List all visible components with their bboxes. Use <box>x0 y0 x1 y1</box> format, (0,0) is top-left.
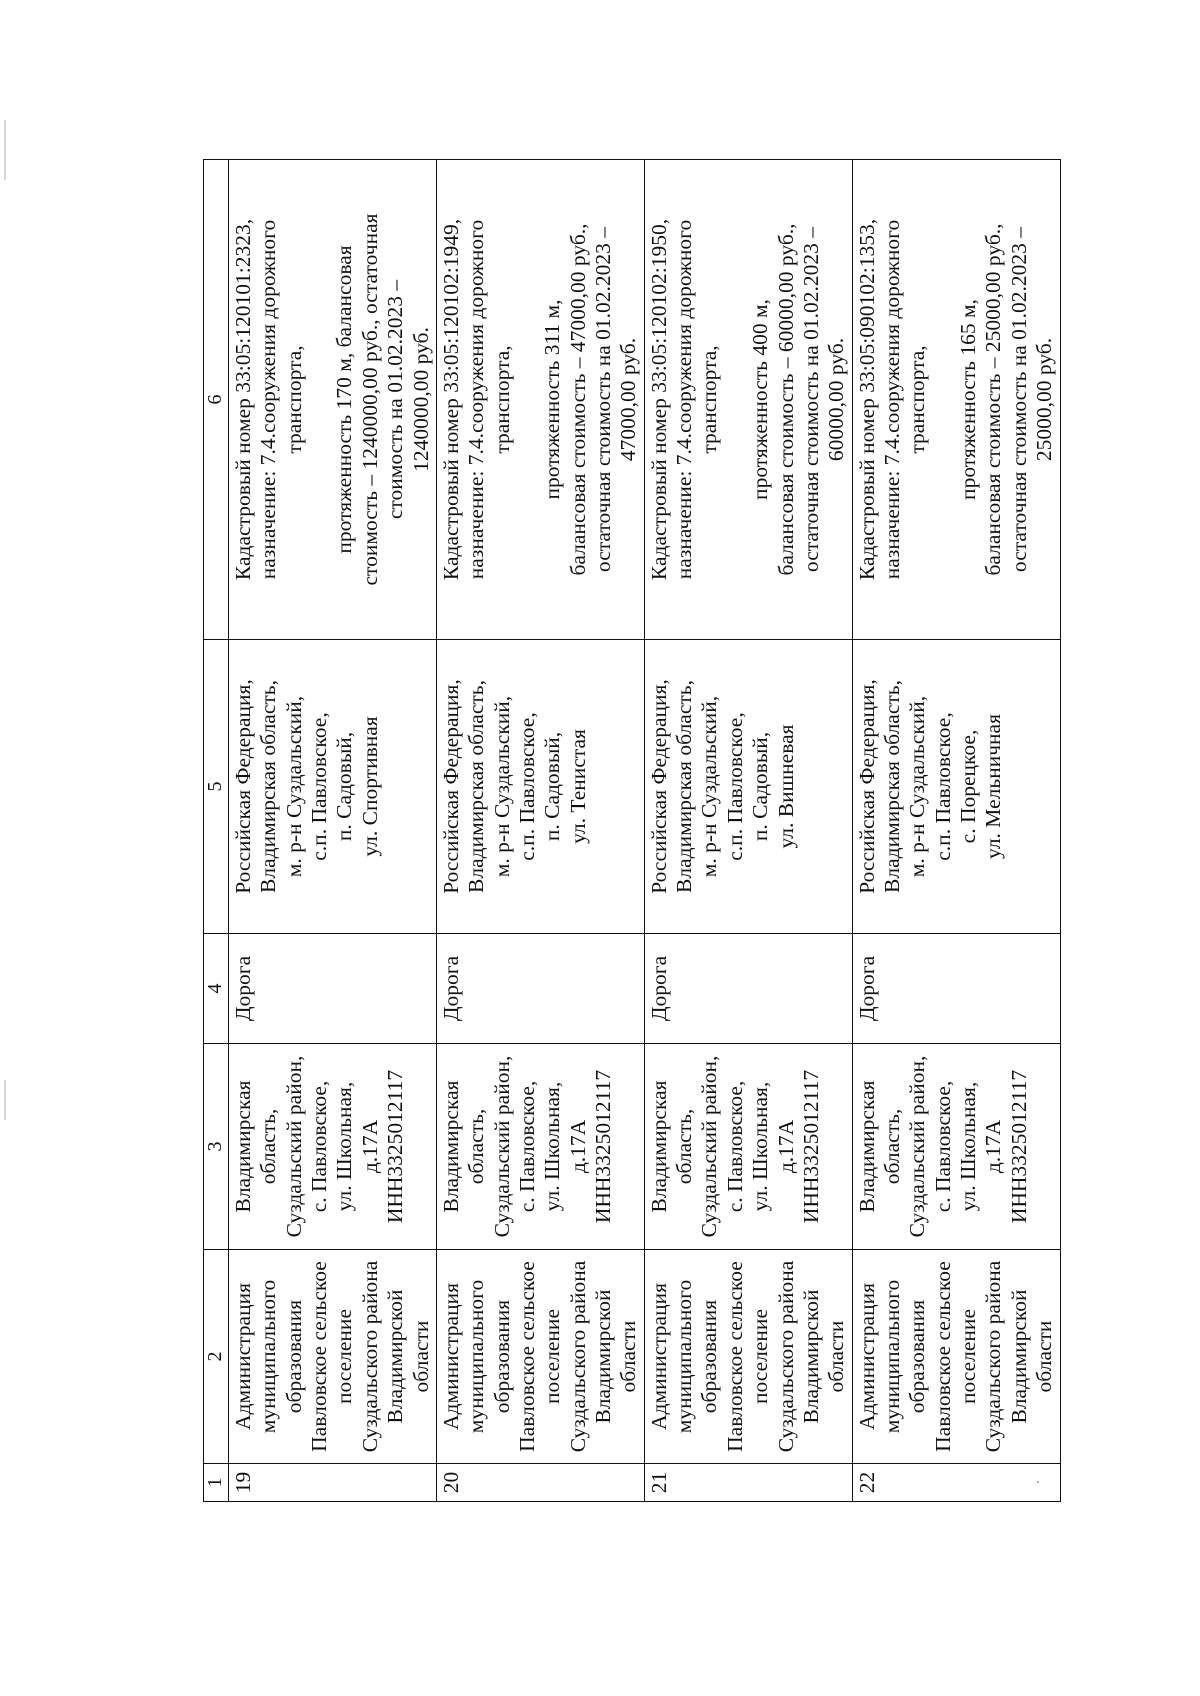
owner-address: Владимирская область, Суздальский район, с. Павловское, ул. Школьная, д.17А ИНН3325012117 <box>436 1044 644 1250</box>
column-header: 1 <box>204 1464 229 1502</box>
row-number: 20 <box>436 1464 644 1502</box>
object-location: Российская Федерация, Владимирская область, м. р-н Суздальский, с.п. Павловское, с. Порецкое, ул. Мельничная <box>852 640 1060 934</box>
owner-name: Администрация муниципального образования Павловское сельское поселение Суздальского района Владимирской области <box>852 1250 1060 1464</box>
object-location: Российская Федерация, Владимирская область, м. р-н Суздальский, с.п. Павловское, п. Садовый, ул. Вишневая <box>644 640 852 934</box>
column-header: 2 <box>204 1250 229 1464</box>
object-type: Дорога <box>229 934 437 1044</box>
object-type: Дорога <box>436 934 644 1044</box>
scan-edge-mark <box>4 1080 6 1120</box>
property-register-table <box>203 159 1061 1502</box>
object-details: Кадастровый номер 33:05:120101:2323, назначение: 7.4.сооружения дорожного транспорта, протяженность 170 м, балансовая стоимость – 1240000,00 руб., остаточная стоимость на 01.02.2023 – 1240000,00 руб. <box>229 160 437 640</box>
row-number: 22 <box>852 1464 1060 1502</box>
row-number: 21 <box>644 1464 852 1502</box>
owner-name: Администрация муниципального образования Павловское сельское поселение Суздальского района Владимирской области <box>229 1250 437 1464</box>
owner-address: Владимирская область, Суздальский район, с. Павловское, ул. Школьная, д.17А ИНН3325012117 <box>229 1044 437 1250</box>
table-row <box>852 160 1060 1502</box>
object-details: Кадастровый номер 33:05:120102:1949, назначение: 7.4.сооружения дорожного транспорта, протяженность 311 м, балансовая стоимость – 47000,00 руб., остаточная стоимость на 01.02.2023 – 47000,00 руб. <box>436 160 644 640</box>
owner-name: Администрация муниципального образования Павловское сельское поселение Суздальского района Владимирской области <box>436 1250 644 1464</box>
owner-address: Владимирская область, Суздальский район, с. Павловское, ул. Школьная, д.17А ИНН3325012117 <box>852 1044 1060 1250</box>
object-type: Дорога <box>644 934 852 1044</box>
table-row <box>229 160 437 1502</box>
table-row <box>644 160 852 1502</box>
object-details: Кадастровый номер 33:05:090102:1353, назначение: 7.4.сооружения дорожного транспорта, протяженность 165 м, балансовая стоимость – 25000,00 руб., остаточная стоимость на 01.02.2023 – 25000,00 руб. <box>852 160 1060 640</box>
owner-name: Администрация муниципального образования Павловское сельское поселение Суздальского района Владимирской области <box>644 1250 852 1464</box>
column-header: 6 <box>204 160 229 640</box>
scan-edge-mark <box>4 120 6 180</box>
column-header: 5 <box>204 640 229 934</box>
column-header: 3 <box>204 1044 229 1250</box>
owner-address: Владимирская область, Суздальский район, с. Павловское, ул. Школьная, д.17А ИНН3325012117 <box>644 1044 852 1250</box>
object-location: Российская Федерация, Владимирская область, м. р-н Суздальский, с.п. Павловское, п. Садовый, ул. Тенистая <box>436 640 644 934</box>
column-header: 4 <box>204 934 229 1044</box>
row-number: 19 <box>229 1464 437 1502</box>
table-row <box>436 160 644 1502</box>
object-location: Российская Федерация, Владимирская область, м. р-н Суздальский, с.п. Павловское, п. Садовый, ул. Спортивная <box>229 640 437 934</box>
table-header-row <box>204 160 229 1502</box>
rotated-table-container <box>203 160 1057 1502</box>
object-type: Дорога <box>852 934 1060 1044</box>
object-details: Кадастровый номер 33:05:120102:1950, назначение: 7.4.сооружения дорожного транспорта, протяженность 400 м, балансовая стоимость – 60000,00 руб., остаточная стоимость на 01.02.2023 – 60000,00 руб. <box>644 160 852 640</box>
